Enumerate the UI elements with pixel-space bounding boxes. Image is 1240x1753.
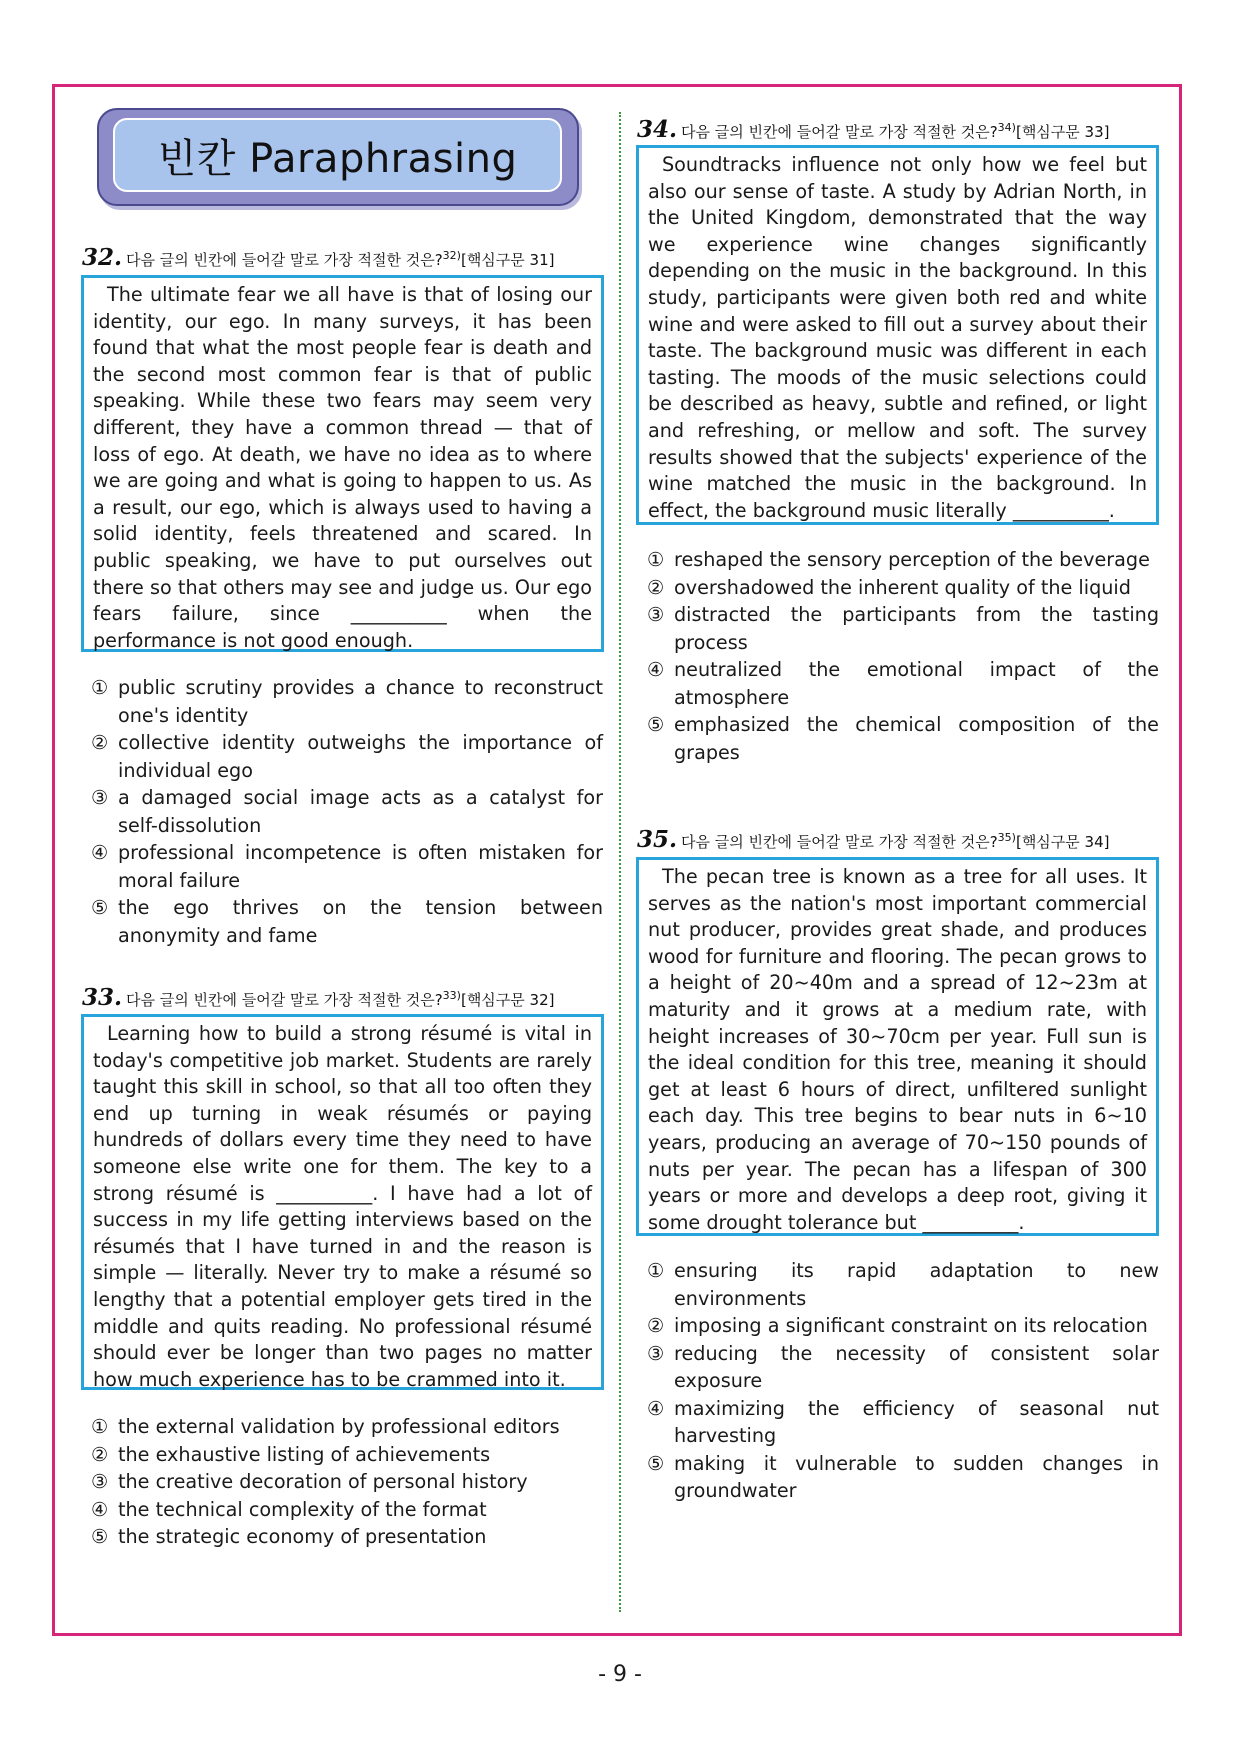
- title-banner-inner: [113, 118, 562, 192]
- question-prompt: 다음 글의 빈칸에 들어갈 말로 가장 적절한 것은?: [126, 251, 443, 269]
- question-33-passage: Learning how to build a strong résumé is vital in today's competitive job market. Students are rarely taught this skill in school, so that all too often they end up turning in weak résumés or paying hundreds of dollars every time they need to have someone else write one for them. The key to a strong résumé is __________. I have had a lot of success in my life getting interviews based on the résumés that I have turned in and the reason is simple — literally. Never try to make a résumé so lengthy that a potential employer gets tired in the middle and quits reading. No professional résumé should ever be longer than two pages no matter how much experience has to be crammed into it.: [81, 1014, 604, 1390]
- question-34-header: [637, 116, 1110, 143]
- question-34-passage: Soundtracks influence not only how we feel but also our sense of taste. A study by Adrian North, in the United Kingdom, demonstrated that the way we experience wine changes significantly depending on the music in the background. In this study, participants were given both red and white wine and were asked to fill out a survey about their taste. The background music was different in each tasting. The moods of the music selections could be described as heavy, subtle and refined, or light and refreshing, or mellow and soft. The survey results showed that the subjects' experience of the wine matched the music in the background. In effect, the background music literally __________.: [636, 145, 1159, 525]
- choice-5[interactable]: ⑤ the ego thrives on the tension between anonymity and fame: [91, 896, 603, 947]
- question-32-passage: The ultimate fear we all have is that of losing our identity, our ego. In many surveys, it has been found that what the most people fear is death and the second most common fear is that of public speaking. While these two fears may seem very different, they have a common thread — that of loss of ego. At death, we have no idea as to where we are going and what is going to happen to us. As a result, our ego, which is always used to having a solid identity, feels threatened and scared. In public speaking, we have to put ourselves out there so that others may see and judge us. Our ego fears failure, since __________ when the performance is not good enough.: [81, 275, 604, 652]
- question-tag: [핵심구문 31]: [460, 251, 555, 269]
- question-tag: [핵심구문 32]: [460, 991, 555, 1009]
- choice-5[interactable]: ⑤ emphasized the chemical composition of the grapes: [647, 713, 1159, 764]
- choice-2[interactable]: ② imposing a significant constraint on its relocation: [647, 1314, 1148, 1337]
- column-divider: [619, 112, 621, 1612]
- choice-4[interactable]: ④ professional incompetence is often mistaken for moral failure: [91, 841, 603, 892]
- question-32-header: [82, 244, 555, 271]
- question-32-choices: [91, 674, 603, 949]
- question-number: 35.: [637, 826, 678, 853]
- choice-2[interactable]: ② the exhaustive listing of achievements: [91, 1442, 491, 1466]
- choice-1[interactable]: ① public scrutiny provides a chance to reconstruct one's identity: [91, 676, 603, 727]
- question-prompt: 다음 글의 빈칸에 들어갈 말로 가장 적절한 것은?: [681, 123, 998, 141]
- question-34-choices: [647, 546, 1159, 766]
- choice-5[interactable]: ⑤ the strategic economy of presentation: [91, 1525, 487, 1548]
- question-35-choices: [647, 1257, 1159, 1505]
- choice-1[interactable]: ① ensuring its rapid adaptation to new environments: [647, 1259, 1159, 1310]
- footnote-ref: 32): [442, 249, 461, 262]
- question-35-passage: The pecan tree is known as a tree for all uses. It serves as the nation's most important commercial nut producer, provides great shade, and produces wood for furniture and flooring. The pecan grows to a height of 20~40m and a spread of 12~23m at maturity and it grows at a medium rate, with height increases of 30~70cm per year. Full sun is the ideal condition for this tree, meaning it should get at least 6 hours of direct, unfiltered sunlight each day. This tree begins to bear nuts in 6~10 years, producing an average of 70~150 pounds of nuts per year. The pecan has a lifespan of 300 years or more and develops a deep root, giving it some drought tolerance but __________.: [636, 857, 1159, 1236]
- choice-1[interactable]: ① the external validation by professional editors: [91, 1415, 560, 1438]
- page-number: - 9 -: [598, 1662, 642, 1687]
- choice-1[interactable]: ① reshaped the sensory perception of the beverage: [647, 548, 1150, 571]
- question-33-choices: [91, 1413, 603, 1551]
- choice-5[interactable]: ⑤ making it vulnerable to sudden changes in groundwater: [647, 1451, 1159, 1502]
- choice-3[interactable]: ③ reducing the necessity of consistent solar exposure: [647, 1341, 1159, 1392]
- question-number: 33.: [82, 984, 123, 1011]
- page-title: 빈칸 Paraphrasing: [157, 135, 518, 182]
- footnote-ref: 33): [442, 989, 461, 1002]
- choice-4[interactable]: ④ neutralized the emotional impact of the atmosphere: [647, 658, 1159, 709]
- footnote-ref: 35): [997, 831, 1016, 844]
- question-33-header: [82, 984, 555, 1011]
- choice-3[interactable]: ③ the creative decoration of personal history: [91, 1470, 528, 1493]
- question-tag: [핵심구문 34]: [1015, 833, 1110, 851]
- choice-4[interactable]: ④ the technical complexity of the format: [91, 1497, 487, 1521]
- choice-4[interactable]: ④ maximizing the efficiency of seasonal nut harvesting: [647, 1396, 1159, 1447]
- question-prompt: 다음 글의 빈칸에 들어갈 말로 가장 적절한 것은?: [126, 991, 443, 1009]
- question-number: 32.: [82, 244, 123, 271]
- footnote-ref: 34): [997, 121, 1016, 134]
- question-prompt: 다음 글의 빈칸에 들어갈 말로 가장 적절한 것은?: [681, 833, 998, 851]
- choice-3[interactable]: ③ a damaged social image acts as a catalyst for self-dissolution: [91, 786, 603, 837]
- question-tag: [핵심구문 33]: [1015, 123, 1110, 141]
- choice-3[interactable]: ③ distracted the participants from the tasting process: [647, 603, 1159, 654]
- choice-2[interactable]: ② collective identity outweighs the importance of individual ego: [91, 731, 603, 782]
- question-number: 34.: [637, 116, 678, 143]
- choice-2[interactable]: ② overshadowed the inherent quality of the liquid: [647, 575, 1131, 599]
- question-35-header: [637, 826, 1110, 853]
